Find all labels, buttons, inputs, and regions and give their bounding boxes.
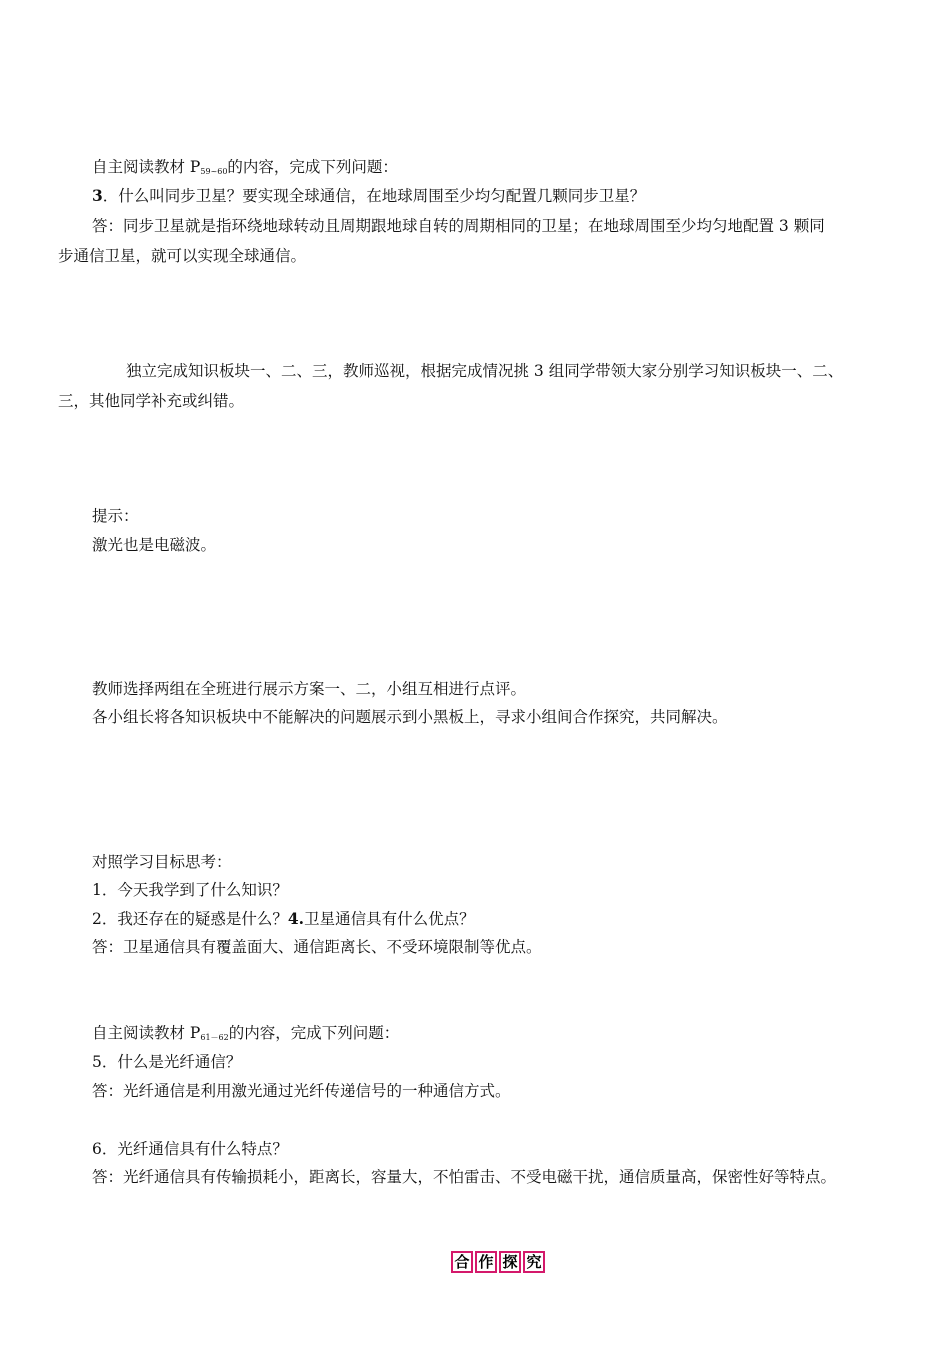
badge-char: 合 [451, 1251, 473, 1273]
answer-3-line-1: 答：同步卫星就是指环绕地球转动且周期跟地球自转的周期相同的卫星；在地球周围至少均匀地配置 3 颗同 [92, 217, 825, 235]
question-3 [92, 186, 645, 206]
badge-char: 究 [523, 1251, 545, 1273]
presentation-line-1: 教师选择两组在全班进行展示方案一、二，小组互相进行点评。 [92, 680, 527, 698]
reading-suffix: 的内容，完成下列问题： [227, 158, 398, 176]
page-range: 61－62 [200, 1033, 229, 1042]
presentation-line-2: 各小组长将各知识板块中不能解决的问题展示到小黑板上，寻求小组间合作探究，共同解决。 [92, 708, 728, 726]
badge-char: 探 [499, 1251, 521, 1273]
reading-instruction-1 [92, 157, 398, 182]
task-paragraph-line-2: 三，其他同学补充或纠错。 [58, 392, 245, 410]
question-number: 3 [92, 186, 103, 205]
answer-3-line-2: 步通信卫星，就可以实现全球通信。 [58, 247, 307, 265]
reflection-item-2-text: 2．我还存在的疑惑是什么？ [92, 910, 288, 928]
question-number: 4. [287, 909, 305, 928]
answer-5: 答：光纤通信是利用激光通过光纤传递信号的一种通信方式。 [92, 1082, 511, 1100]
task-paragraph-line-1: 独立完成知识板块一、二、三，教师巡视，根据完成情况挑 3 组同学带领大家分别学习知识板块一、二、 [126, 362, 844, 380]
page-range: 59~60 [200, 167, 228, 176]
reading-prefix: 自主阅读教材 P [92, 1024, 201, 1042]
badge-char: 作 [475, 1251, 497, 1273]
question-6: 6．光纤通信具有什么特点？ [92, 1140, 288, 1158]
reflection-item-2 [92, 909, 475, 929]
reading-prefix: 自主阅读教材 P [92, 158, 201, 176]
reflection-item-1: 1．今天我学到了什么知识？ [92, 881, 288, 899]
hint-text: 激光也是电磁波。 [92, 536, 217, 554]
question-5: 5．什么是光纤通信？ [92, 1053, 242, 1071]
hint-label: 提示： [92, 507, 139, 525]
cooperative-inquiry-badge [451, 1251, 545, 1273]
reflection-intro: 对照学习目标思考： [92, 853, 232, 871]
answer-4: 答：卫星通信具有覆盖面大、通信距离长、不受环境限制等优点。 [92, 938, 542, 956]
reading-suffix: 的内容，完成下列问题： [228, 1024, 400, 1042]
answer-6: 答：光纤通信具有传输损耗小，距离长，容量大，不怕雷击、不受电磁干扰，通信质量高，保密性好等特点。 [92, 1168, 837, 1186]
question-text: ．什么叫同步卫星？要实现全球通信，在地球周围至少均匀配置几颗同步卫星？ [102, 187, 646, 205]
reading-instruction-2 [92, 1023, 399, 1048]
question-4-text: 卫星通信具有什么优点？ [304, 910, 475, 928]
